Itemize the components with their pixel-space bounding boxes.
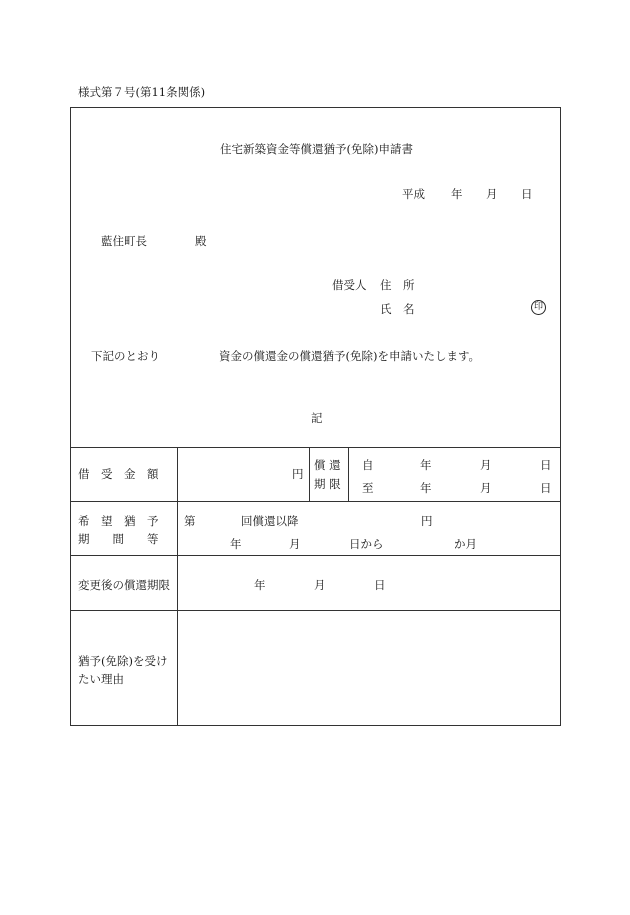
period-to-day: 日 <box>540 481 552 495</box>
seal-mark-icon: 印 <box>531 300 546 315</box>
period-to-month: 月 <box>480 481 492 495</box>
deferral-period-label-bottom: 期 間 等 <box>78 532 159 546</box>
row-divider <box>71 501 560 502</box>
deferral-month: 月 <box>289 537 301 551</box>
period-divider <box>309 447 310 501</box>
row-divider <box>71 447 560 448</box>
statement-prefix: 下記のとおり <box>91 349 160 363</box>
period-to-year: 年 <box>420 481 432 495</box>
new-deadline-day: 日 <box>374 578 386 592</box>
loan-amount-yen: 円 <box>292 467 304 481</box>
period-from-year: 年 <box>420 458 432 472</box>
period-from-day: 日 <box>540 458 552 472</box>
row-divider <box>71 555 560 556</box>
date-day: 日 <box>521 187 533 201</box>
deferral-kagetsu: か月 <box>454 537 477 551</box>
repayment-period-label-bottom: 期 限 <box>314 477 341 491</box>
applicant-label: 借受人 <box>332 278 367 292</box>
form-title: 住宅新築資金等償還猶予(免除)申請書 <box>220 142 413 156</box>
deferral-period-label-top: 希 望 猶 予 <box>78 514 159 528</box>
new-repayment-deadline-label: 変更後の償還期限 <box>78 578 170 592</box>
repayment-period-label-top: 償 還 <box>314 458 341 472</box>
loan-amount-label: 借 受 金 額 <box>78 467 159 481</box>
period-from-month: 月 <box>480 458 492 472</box>
label-column-divider <box>177 447 178 726</box>
address-label: 住 所 <box>380 278 415 292</box>
addressee-name: 藍住町長 <box>101 234 147 248</box>
period-divider <box>348 447 349 501</box>
deferral-year: 年 <box>230 537 242 551</box>
date-era: 平成 <box>402 187 425 201</box>
reason-label-line1: 猶予(免除)を受け <box>78 654 168 668</box>
row-divider <box>71 610 560 611</box>
statement-body: 資金の償還金の償還猶予(免除)を申請いたします。 <box>219 349 481 363</box>
addressee-honorific: 殿 <box>195 234 207 248</box>
deferral-kai: 回償還以降 <box>241 514 299 528</box>
new-deadline-year: 年 <box>254 578 266 592</box>
form-number: 様式第７号(第11条関係) <box>78 85 206 99</box>
period-from: 自 <box>362 458 374 472</box>
deferral-yen: 円 <box>421 514 433 528</box>
deferral-kara: 日から <box>349 537 384 551</box>
name-label: 氏 名 <box>380 302 415 316</box>
reason-label-line2: たい理由 <box>78 672 124 686</box>
deferral-dai: 第 <box>184 514 196 528</box>
date-year: 年 <box>451 187 463 201</box>
ki-mark: 記 <box>311 411 323 425</box>
period-to: 至 <box>362 481 374 495</box>
date-month: 月 <box>486 187 498 201</box>
new-deadline-month: 月 <box>314 578 326 592</box>
